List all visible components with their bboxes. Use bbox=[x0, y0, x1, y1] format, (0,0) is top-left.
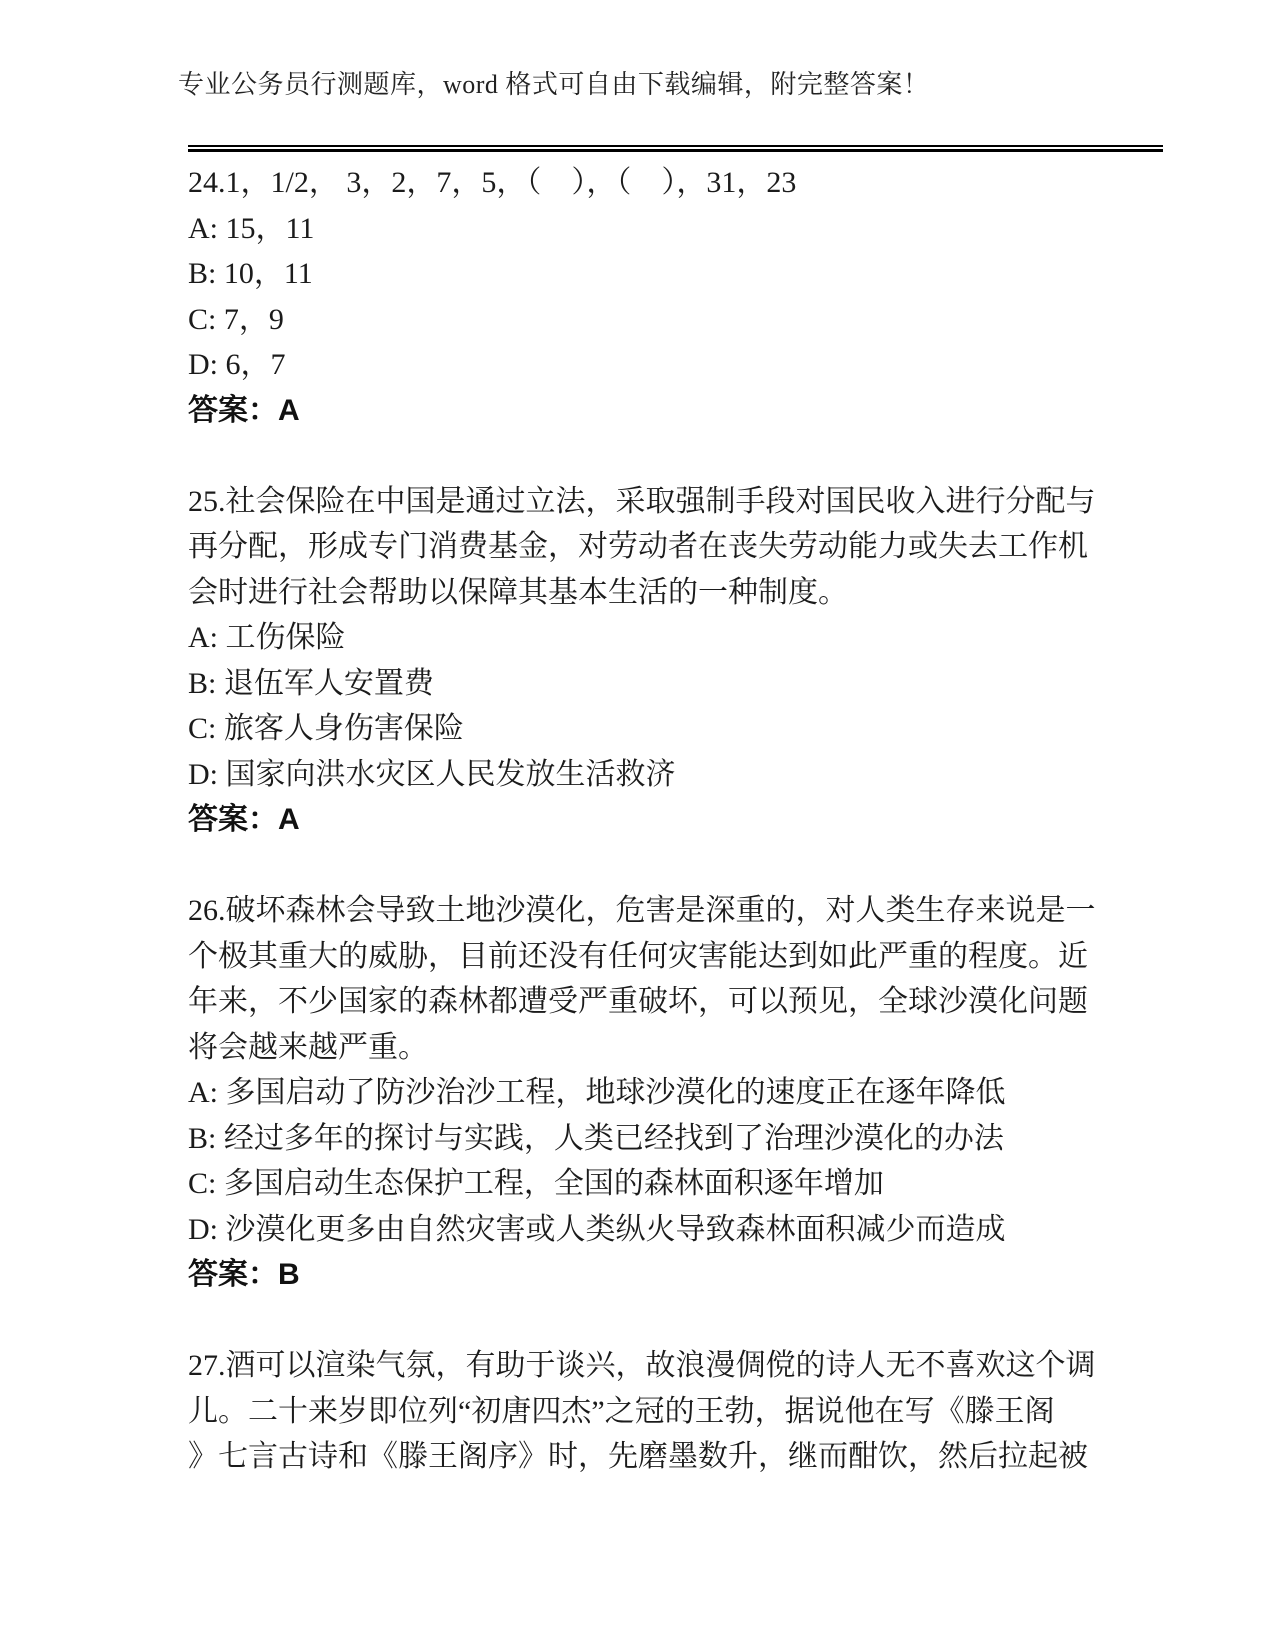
question-24-answer: 答案：A bbox=[188, 393, 300, 427]
question-25-stem-line-2: 再分配，形成专门消费基金，对劳动者在丧失劳动能力或失去工作机 bbox=[188, 530, 1088, 563]
question-24-option-c: C: 7，9 bbox=[188, 302, 284, 336]
question-26-stem-line-4: 将会越来越严重。 bbox=[188, 1030, 428, 1064]
question-25-stem-line-1: 25.社会保险在中国是通过立法，采取强制手段对国民收入进行分配与 bbox=[188, 484, 1096, 518]
question-27 bbox=[188, 1343, 1188, 1480]
document-header-text: 专业公务员行测题库，word 格式可自由下载编辑，附完整答案！ bbox=[178, 70, 930, 99]
question-26-stem-line-1: 26.破坏森林会导致土地沙漠化，危害是深重的，对人类生存来说是一 bbox=[188, 894, 1096, 927]
question-26-option-a: A: 多国启动了防沙治沙工程，地球沙漠化的速度正在逐年降低 bbox=[188, 1076, 1006, 1109]
question-25-option-a: A: 工伤保险 bbox=[188, 621, 346, 654]
question-24-option-d: D: 6，7 bbox=[188, 348, 286, 381]
question-26-stem-line-2: 个极其重大的威胁，目前还没有任何灾害能达到如此严重的程度。近 bbox=[188, 939, 1088, 973]
question-25-option-c: C: 旅客人身伤害保险 bbox=[188, 712, 464, 745]
question-26-option-d: D: 沙漠化更多由自然灾害或人类纵火导致森林面积减少而造成 bbox=[188, 1212, 1006, 1246]
question-26-option-b: B: 经过多年的探讨与实践，人类已经找到了治理沙漠化的办法 bbox=[188, 1121, 1004, 1155]
question-26-stem-line-3: 年来，不少国家的森林都遭受严重破坏，可以预见，全球沙漠化问题 bbox=[188, 985, 1088, 1018]
question-25 bbox=[188, 479, 1188, 843]
question-27-stem-line-2: 儿。二十来岁即位列“初唐四杰”之冠的王勃，据说他在写《滕王阁 bbox=[188, 1394, 1055, 1428]
question-26-option-c: C: 多国启动生态保护工程，全国的森林面积逐年增加 bbox=[188, 1167, 884, 1200]
questions-list bbox=[188, 160, 1188, 1480]
question-25-stem-line-3: 会时进行社会帮助以保障其基本生活的一种制度。 bbox=[188, 575, 848, 609]
question-25-option-b: B: 退伍军人安置费 bbox=[188, 666, 434, 700]
question-26-answer: 答案：B bbox=[188, 1258, 300, 1291]
question-24-option-a: A: 15，11 bbox=[188, 211, 315, 245]
question-26 bbox=[188, 888, 1188, 1298]
header-rule bbox=[188, 145, 1163, 152]
question-24-stem-line-1: 24.1，1/2， 3，2，7，5，（ ），（ ），31，23 bbox=[188, 166, 797, 199]
question-27-stem-line-3: 》七言古诗和《滕王阁序》时，先磨墨数升，继而酣饮，然后拉起被 bbox=[188, 1440, 1088, 1473]
question-25-option-d: D: 国家向洪水灾区人民发放生活救济 bbox=[188, 757, 676, 791]
question-25-answer: 答案：A bbox=[188, 803, 300, 836]
question-27-stem-line-1: 27.酒可以渲染气氛，有助于谈兴，故浪漫倜傥的诗人无不喜欢这个调 bbox=[188, 1349, 1096, 1382]
question-24-option-b: B: 10，11 bbox=[188, 257, 313, 290]
question-24 bbox=[188, 160, 1188, 433]
